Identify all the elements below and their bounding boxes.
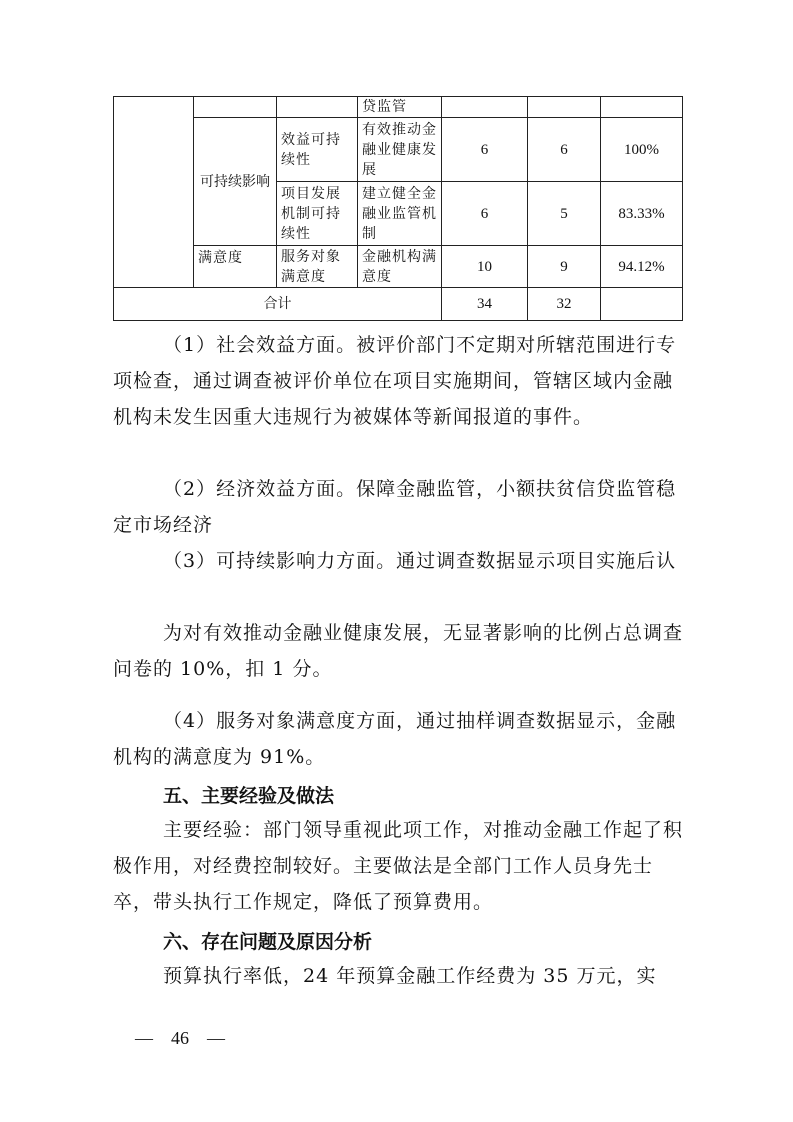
table-cell-score: 5: [528, 182, 601, 246]
performance-table: [113, 96, 683, 321]
paragraph-economic-benefit: （2）经济效益方面。保障金融监管，小额扶贫信贷监管稳定市场经济: [113, 478, 677, 536]
table-cell-rate: 94.12%: [601, 246, 683, 288]
paragraph-sustainability-cont: 为对有效推动金融业健康发展，无显著影响的比例占总调查问卷的 10%，扣 1 分。: [113, 622, 684, 680]
paragraph-satisfaction: （4）服务对象满意度方面，通过抽样调查数据显示，金融机构的满意度为 91%。: [113, 710, 677, 768]
table-cell-score: 10: [442, 246, 528, 288]
page-number: — 46 —: [135, 1028, 225, 1048]
section-heading-problems: 六、存在问题及原因分析: [163, 931, 373, 953]
table-row-total: [114, 288, 683, 321]
paragraph-sustainability: （3）可持续影响力方面。通过调查数据显示项目实施后认: [163, 550, 677, 572]
table-cell-score: 6: [442, 118, 528, 182]
section-heading-experience: 五、主要经验及做法: [163, 785, 335, 807]
table-cell-dimension: 满意度: [194, 246, 277, 288]
table-cell-sub-indicator: 服务对象满意度: [277, 246, 358, 288]
table-cell-sub-indicator: 项目发展机制可持续性: [277, 182, 358, 246]
table-cell-rate: 83.33%: [601, 182, 683, 246]
table-cell-score: 6: [528, 118, 601, 182]
table-cell-rate: 100%: [601, 118, 683, 182]
table-cell: [442, 97, 528, 118]
paragraph-problems: 预算执行率低，24 年预算金融工作经费为 35 万元，实: [163, 965, 657, 987]
table-cell-level1: [114, 97, 194, 288]
table-row: [114, 97, 683, 118]
table-cell-indicator: 有效推动金融业健康发展: [358, 118, 442, 182]
table-row: [114, 246, 683, 288]
table-cell-score: 6: [442, 182, 528, 246]
table-cell-indicator: 金融机构满意度: [358, 246, 442, 288]
table-row: [114, 118, 683, 182]
table-cell: [601, 288, 683, 321]
table-cell-total-score: 32: [528, 288, 601, 321]
table-cell-score: 9: [528, 246, 601, 288]
paragraph-social-benefit: （1）社会效益方面。被评价部门不定期对所辖范围进行专项检查，通过调查被评价单位在项目实施期间，管辖区域内金融机构未发生因重大违规行为被媒体等新闻报道的事件。: [113, 334, 677, 428]
table-cell: [528, 97, 601, 118]
table-cell: [194, 97, 277, 118]
table-cell-indicator: 贷监管: [358, 97, 442, 118]
table-cell-indicator: 建立健全金融业监管机制: [358, 182, 442, 246]
table-cell: [277, 97, 358, 118]
table-cell-dimension: 可持续影响: [194, 118, 277, 246]
table-cell-total-score: 34: [442, 288, 528, 321]
table-cell-total-label: 合计: [114, 288, 442, 321]
table-cell: [601, 97, 683, 118]
table-cell-sub-indicator: 效益可持续性: [277, 118, 358, 182]
paragraph-experience: 主要经验：部门领导重视此项工作，对推动金融工作起了积极作用，对经费控制较好。主要做法是全部门工作人员身先士卒，带头执行工作规定，降低了预算费用。: [113, 819, 684, 913]
